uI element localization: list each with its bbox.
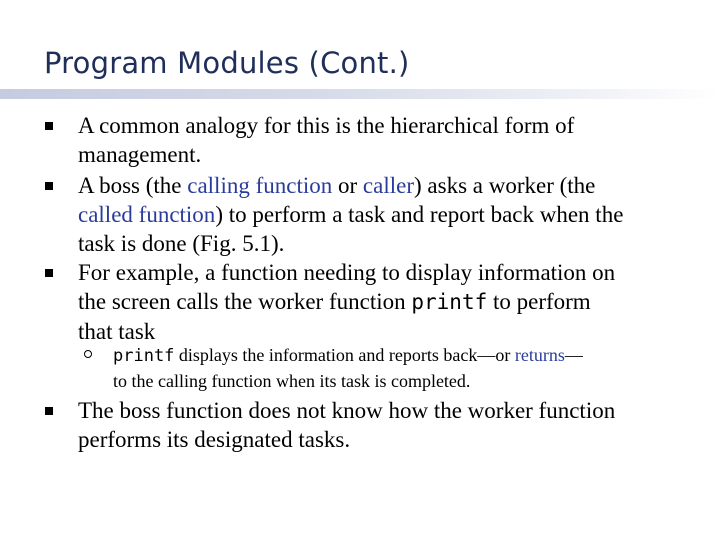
text-run: A boss (the (78, 173, 188, 198)
text-run: displays the information and reports back—or (174, 345, 515, 365)
term-returns: returns (514, 345, 565, 365)
term-called-function: called function (78, 202, 216, 227)
text-run: to perform (487, 289, 591, 314)
bullet-3-text (78, 258, 678, 346)
text-run: or (332, 173, 363, 198)
bullet-3-line-3: that task (78, 319, 156, 344)
title-divider (0, 89, 720, 99)
code-printf: printf (411, 290, 488, 314)
text-run: ) to perform a task and report back when the (215, 202, 624, 227)
square-bullet-icon (45, 407, 53, 415)
bullet-2-line-3: task is done (Fig. 5.1). (78, 231, 285, 256)
bullet-2-line-2 (78, 200, 678, 229)
bullet-2-line-1 (78, 171, 678, 200)
bullet-1-text (78, 111, 678, 169)
ring-bullet-icon (84, 350, 92, 358)
bullet-2-text (78, 171, 678, 258)
sub-bullet-text (113, 343, 693, 394)
code-printf: printf (113, 346, 175, 366)
bullet-4-line-2: performs its designated tasks. (78, 427, 351, 452)
square-bullet-icon (45, 269, 53, 277)
square-bullet-icon (45, 122, 53, 130)
bullet-4-line-1: The boss function does not know how the worker function (78, 398, 616, 423)
text-run: — (564, 345, 583, 365)
sub-bullet-line-2: to the calling function when its task is completed. (113, 371, 471, 391)
term-calling-function: calling function (187, 173, 333, 198)
term-caller: caller (362, 173, 414, 198)
bullet-3-line-2 (78, 287, 678, 317)
bullet-4-text (78, 396, 678, 454)
bullet-1-line-1: A common analogy for this is the hierarchical form of (78, 113, 575, 138)
bullet-3-line-1: For example, a function needing to display information on (78, 260, 616, 285)
sub-bullet-line-1 (113, 343, 693, 369)
slide-title: Program Modules (Cont.) (44, 46, 410, 80)
square-bullet-icon (45, 182, 53, 190)
text-run: the screen calls the worker function (78, 289, 412, 314)
text-run: ) asks a worker (the (414, 173, 596, 198)
bullet-1-line-2: management. (78, 142, 202, 167)
